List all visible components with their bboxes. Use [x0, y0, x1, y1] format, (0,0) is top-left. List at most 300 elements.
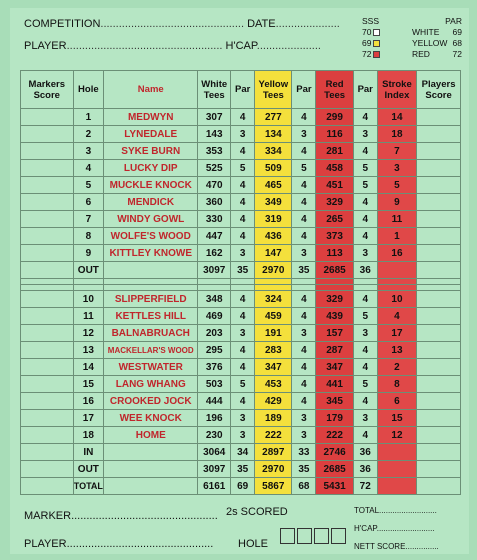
white-par: 4	[231, 342, 255, 359]
white-par: 4	[231, 109, 255, 126]
white-yards: 230	[198, 427, 231, 444]
stroke-cell	[377, 262, 416, 279]
par-heading: PAR	[445, 16, 462, 26]
white-yards: 295	[198, 342, 231, 359]
name-cell	[104, 478, 198, 495]
white-yards: 469	[198, 308, 231, 325]
out2-white: 3097	[198, 461, 231, 478]
hole-name: LANG WHANG	[104, 376, 198, 393]
players-score-cell[interactable]	[417, 444, 461, 461]
col-yellow-tees: Yellow Tees	[255, 71, 292, 109]
col-players-score: Players Score	[417, 71, 461, 109]
yellow-yards: 189	[255, 410, 292, 427]
hole-box[interactable]	[314, 528, 329, 544]
yellow-yards: 459	[255, 308, 292, 325]
out-ypar: 35	[292, 262, 316, 279]
red-par: 4	[353, 359, 377, 376]
stroke-index: 3	[377, 160, 416, 177]
markers-score-cell[interactable]	[21, 177, 74, 194]
name-cell	[104, 461, 198, 478]
players-score-cell[interactable]	[417, 478, 461, 495]
hole-number: 12	[73, 325, 104, 342]
stroke-index: 2	[377, 359, 416, 376]
yellow-yards: 453	[255, 376, 292, 393]
yellow-par: 4	[292, 228, 316, 245]
stroke-index: 14	[377, 109, 416, 126]
markers-score-cell[interactable]	[21, 291, 74, 308]
hole-row	[21, 160, 461, 177]
hole-name: SLIPPERFIELD	[104, 291, 198, 308]
hcap-label: H'CAP	[225, 40, 257, 52]
players-score-cell[interactable]	[417, 342, 461, 359]
markers-score-cell[interactable]	[21, 262, 74, 279]
scored-label: 2s SCORED	[226, 506, 288, 518]
hole-row	[21, 109, 461, 126]
footer-player-label: PLAYER	[24, 538, 67, 550]
red-yards: 179	[316, 410, 353, 427]
yellow-yards: 347	[255, 359, 292, 376]
tee-yellow-name: YELLOW	[412, 38, 448, 48]
white-par: 3	[231, 427, 255, 444]
in-row	[21, 444, 461, 461]
red-yards: 441	[316, 376, 353, 393]
yellow-yards: 465	[255, 177, 292, 194]
hole-name: WEE KNOCK	[104, 410, 198, 427]
total-row	[21, 478, 461, 495]
footer-hcap-label: H'CAP	[354, 524, 377, 533]
hole-row	[21, 427, 461, 444]
marker-label: MARKER	[24, 510, 72, 522]
white-par: 3	[231, 325, 255, 342]
red-par: 4	[353, 427, 377, 444]
name-cell	[104, 444, 198, 461]
twos-scored-boxes	[280, 528, 348, 544]
hole-row	[21, 245, 461, 262]
score-table	[20, 70, 461, 495]
red-par: 3	[353, 325, 377, 342]
white-par: 5	[231, 160, 255, 177]
white-yards: 162	[198, 245, 231, 262]
hole-box[interactable]	[280, 528, 295, 544]
white-yards: 470	[198, 177, 231, 194]
out2-wpar: 35	[231, 461, 255, 478]
player-label: PLAYER	[24, 40, 67, 52]
date-label: DATE	[247, 18, 276, 30]
stroke-index: 4	[377, 308, 416, 325]
red-yards: 299	[316, 109, 353, 126]
players-score-cell[interactable]	[417, 410, 461, 427]
hole-name: MUCKLE KNOCK	[104, 177, 198, 194]
players-score-cell[interactable]	[417, 245, 461, 262]
red-yards: 222	[316, 427, 353, 444]
red-yards: 113	[316, 245, 353, 262]
sss-yellow: 69	[362, 38, 372, 48]
markers-score-cell[interactable]	[21, 211, 74, 228]
markers-score-cell[interactable]	[21, 478, 74, 495]
yellow-yards: 283	[255, 342, 292, 359]
markers-score-cell[interactable]	[21, 376, 74, 393]
total-wpar: 69	[231, 478, 255, 495]
yellow-yards: 277	[255, 109, 292, 126]
yellow-par: 4	[292, 109, 316, 126]
col-white-par: Par	[231, 71, 255, 109]
footer-nett-label: NETT SCORE	[354, 542, 406, 551]
white-swatch	[373, 29, 380, 36]
hole-number: 5	[73, 177, 104, 194]
sss-heading: SSS	[362, 16, 380, 26]
col-red-tees: Red Tees	[316, 71, 353, 109]
out2-red: 2685	[316, 461, 353, 478]
stroke-index: 1	[377, 228, 416, 245]
total-line[interactable]: TOTAL..........................	[354, 506, 437, 515]
players-score-cell[interactable]	[417, 177, 461, 194]
stroke-index: 10	[377, 291, 416, 308]
red-yards: 345	[316, 393, 353, 410]
out-red: 2685	[316, 262, 353, 279]
white-yards: 447	[198, 228, 231, 245]
red-yards: 347	[316, 359, 353, 376]
hole-row	[21, 325, 461, 342]
red-par: 3	[353, 126, 377, 143]
red-yards: 439	[316, 308, 353, 325]
red-yards: 157	[316, 325, 353, 342]
stroke-index: 11	[377, 211, 416, 228]
in-wpar: 34	[231, 444, 255, 461]
hole-box[interactable]	[331, 528, 346, 544]
white-yards: 360	[198, 194, 231, 211]
out-row	[21, 262, 461, 279]
markers-score-cell[interactable]	[21, 393, 74, 410]
hole-name: WESTWATER	[104, 359, 198, 376]
markers-score-cell[interactable]	[21, 359, 74, 376]
white-par: 4	[231, 291, 255, 308]
markers-score-cell[interactable]	[21, 228, 74, 245]
hole-number: 11	[73, 308, 104, 325]
red-par: 3	[353, 410, 377, 427]
hole-row	[21, 359, 461, 376]
yellow-swatch	[373, 40, 380, 47]
yellow-par: 4	[292, 291, 316, 308]
stroke-index: 8	[377, 376, 416, 393]
red-yards: 458	[316, 160, 353, 177]
players-score-cell[interactable]	[417, 160, 461, 177]
out-yellow: 2970	[255, 262, 292, 279]
out2-rpar: 36	[353, 461, 377, 478]
yellow-par: 4	[292, 359, 316, 376]
hole-name: LYNEDALE	[104, 126, 198, 143]
stroke-index: 18	[377, 126, 416, 143]
markers-score-cell[interactable]	[21, 160, 74, 177]
white-par: 4	[231, 194, 255, 211]
yellow-yards: 319	[255, 211, 292, 228]
in-rpar: 36	[353, 444, 377, 461]
stroke-cell	[377, 444, 416, 461]
markers-score-cell[interactable]	[21, 461, 74, 478]
yellow-yards: 334	[255, 143, 292, 160]
red-yards: 265	[316, 211, 353, 228]
out-row-summary	[21, 461, 461, 478]
yellow-par: 4	[292, 194, 316, 211]
col-name: Name	[104, 71, 198, 109]
col-hole: Hole	[73, 71, 104, 109]
hole-number: 14	[73, 359, 104, 376]
yellow-par: 4	[292, 393, 316, 410]
markers-score-cell[interactable]	[21, 308, 74, 325]
players-score-cell[interactable]	[417, 427, 461, 444]
white-par: 4	[231, 211, 255, 228]
par-white: 69	[452, 27, 462, 37]
white-par: 4	[231, 143, 255, 160]
white-yards: 444	[198, 393, 231, 410]
yellow-par: 3	[292, 410, 316, 427]
markers-score-cell[interactable]	[21, 245, 74, 262]
players-score-cell[interactable]	[417, 359, 461, 376]
par-red: 72	[452, 49, 462, 59]
white-yards: 503	[198, 376, 231, 393]
hole-name: WOLFE'S WOOD	[104, 228, 198, 245]
yellow-yards: 429	[255, 393, 292, 410]
players-score-cell[interactable]	[417, 393, 461, 410]
red-par: 4	[353, 228, 377, 245]
red-yards: 329	[316, 194, 353, 211]
yellow-yards: 324	[255, 291, 292, 308]
players-score-cell[interactable]	[417, 461, 461, 478]
yellow-par: 3	[292, 325, 316, 342]
out2-yellow: 2970	[255, 461, 292, 478]
hole-number: 1	[73, 109, 104, 126]
white-yards: 307	[198, 109, 231, 126]
yellow-yards: 349	[255, 194, 292, 211]
red-par: 5	[353, 160, 377, 177]
hole-name: KITTLEY KNOWE	[104, 245, 198, 262]
markers-score-cell[interactable]	[21, 143, 74, 160]
hole-number: 4	[73, 160, 104, 177]
markers-score-cell[interactable]	[21, 194, 74, 211]
yellow-yards: 147	[255, 245, 292, 262]
tee-white-name: WHITE	[412, 27, 440, 37]
white-yards: 348	[198, 291, 231, 308]
markers-score-cell[interactable]	[21, 427, 74, 444]
yellow-par: 3	[292, 427, 316, 444]
yellow-par: 3	[292, 245, 316, 262]
out-label: OUT	[73, 262, 104, 279]
yellow-par: 5	[292, 160, 316, 177]
stroke-index: 16	[377, 245, 416, 262]
stroke-index: 12	[377, 427, 416, 444]
white-par: 3	[231, 245, 255, 262]
players-score-cell[interactable]	[417, 376, 461, 393]
white-yards: 143	[198, 126, 231, 143]
red-par: 4	[353, 194, 377, 211]
red-swatch	[373, 51, 380, 58]
total-label: TOTAL	[73, 478, 104, 495]
red-par: 4	[353, 109, 377, 126]
out-rpar: 36	[353, 262, 377, 279]
red-par: 4	[353, 291, 377, 308]
hole-name: MENDICK	[104, 194, 198, 211]
hole-row	[21, 393, 461, 410]
white-par: 5	[231, 376, 255, 393]
hole-row	[21, 291, 461, 308]
hole-name: MACKELLAR'S WOOD	[104, 342, 198, 359]
stroke-index: 9	[377, 194, 416, 211]
out2-ypar: 35	[292, 461, 316, 478]
players-score-cell[interactable]	[417, 126, 461, 143]
hole-number: 7	[73, 211, 104, 228]
hole-number: 3	[73, 143, 104, 160]
hole-row	[21, 194, 461, 211]
white-par: 3	[231, 126, 255, 143]
hole-number: 13	[73, 342, 104, 359]
hole-row	[21, 177, 461, 194]
players-score-cell[interactable]	[417, 325, 461, 342]
scorecard	[10, 8, 469, 554]
hole-row	[21, 143, 461, 160]
white-par: 4	[231, 393, 255, 410]
players-score-cell[interactable]	[417, 143, 461, 160]
white-yards: 525	[198, 160, 231, 177]
markers-score-cell[interactable]	[21, 410, 74, 427]
in-yellow: 2897	[255, 444, 292, 461]
players-score-cell[interactable]	[417, 308, 461, 325]
sss-par-legend	[362, 16, 462, 60]
hcap-line[interactable]: H'CAP..........................	[354, 524, 435, 533]
white-par: 4	[231, 228, 255, 245]
red-par: 4	[353, 393, 377, 410]
hole-name: MEDWYN	[104, 109, 198, 126]
sss-white: 70	[362, 27, 372, 37]
hole-name: BALNABRUACH	[104, 325, 198, 342]
players-score-cell[interactable]	[417, 228, 461, 245]
hole-number: 17	[73, 410, 104, 427]
white-yards: 353	[198, 143, 231, 160]
hole-name: SYKE BURN	[104, 143, 198, 160]
hole-number: 16	[73, 393, 104, 410]
red-yards: 281	[316, 143, 353, 160]
white-par: 4	[231, 177, 255, 194]
players-score-cell[interactable]	[417, 211, 461, 228]
red-par: 4	[353, 211, 377, 228]
hole-label: HOLE	[238, 538, 268, 550]
col-stroke-index: Stroke Index	[377, 71, 416, 109]
stroke-index: 7	[377, 143, 416, 160]
hole-number: 18	[73, 427, 104, 444]
hole-number: 8	[73, 228, 104, 245]
hole-row	[21, 308, 461, 325]
players-score-cell[interactable]	[417, 194, 461, 211]
stroke-cell	[377, 478, 416, 495]
yellow-yards: 191	[255, 325, 292, 342]
competition-line[interactable]: COMPETITION............................................... DATE.....................	[24, 18, 340, 30]
total-rpar: 72	[353, 478, 377, 495]
red-yards: 451	[316, 177, 353, 194]
players-score-cell[interactable]	[417, 262, 461, 279]
hole-name: KETTLES HILL	[104, 308, 198, 325]
red-par: 5	[353, 308, 377, 325]
hole-name: WINDY GOWL	[104, 211, 198, 228]
yellow-par: 4	[292, 376, 316, 393]
hole-row	[21, 228, 461, 245]
hole-number: 9	[73, 245, 104, 262]
stroke-index: 13	[377, 342, 416, 359]
markers-score-cell[interactable]	[21, 126, 74, 143]
player-line[interactable]: PLAYER................................................... H'CAP.....................	[24, 40, 321, 52]
red-par: 5	[353, 177, 377, 194]
marker-line[interactable]: MARKER................................................	[24, 510, 218, 522]
markers-score-cell[interactable]	[21, 325, 74, 342]
total-ypar: 68	[292, 478, 316, 495]
total-yellow: 5867	[255, 478, 292, 495]
in-red: 2746	[316, 444, 353, 461]
out2-label: OUT	[73, 461, 104, 478]
red-yards: 373	[316, 228, 353, 245]
white-par: 4	[231, 308, 255, 325]
white-yards: 330	[198, 211, 231, 228]
players-score-cell[interactable]	[417, 109, 461, 126]
yellow-par: 4	[292, 211, 316, 228]
hole-row	[21, 211, 461, 228]
nett-line[interactable]: NETT SCORE...............	[354, 542, 439, 551]
markers-score-cell[interactable]	[21, 342, 74, 359]
stroke-cell	[377, 461, 416, 478]
in-white: 3064	[198, 444, 231, 461]
white-yards: 376	[198, 359, 231, 376]
hole-number: 2	[73, 126, 104, 143]
yellow-par: 4	[292, 177, 316, 194]
hole-box[interactable]	[297, 528, 312, 544]
tee-red-name: RED	[412, 49, 430, 59]
player-sign-line[interactable]: PLAYER................................................	[24, 538, 214, 550]
hole-number: 6	[73, 194, 104, 211]
out-white: 3097	[198, 262, 231, 279]
stroke-index: 6	[377, 393, 416, 410]
col-white-tees: White Tees	[198, 71, 231, 109]
total-white: 6161	[198, 478, 231, 495]
red-par: 5	[353, 376, 377, 393]
competition-label: COMPETITION	[24, 18, 101, 30]
yellow-par: 4	[292, 143, 316, 160]
col-yellow-par: Par	[292, 71, 316, 109]
hole-name: LUCKY DIP	[104, 160, 198, 177]
in-ypar: 33	[292, 444, 316, 461]
white-par: 4	[231, 359, 255, 376]
card-header	[10, 8, 469, 64]
total-red: 5431	[316, 478, 353, 495]
players-score-cell[interactable]	[417, 291, 461, 308]
yellow-yards: 134	[255, 126, 292, 143]
yellow-par: 4	[292, 308, 316, 325]
white-yards: 203	[198, 325, 231, 342]
out-wpar: 35	[231, 262, 255, 279]
col-markers-score: Markers Score	[21, 71, 74, 109]
hole-number: 15	[73, 376, 104, 393]
card-footer	[10, 500, 469, 554]
table-header-row	[21, 71, 461, 109]
markers-score-cell[interactable]	[21, 109, 74, 126]
name-cell	[104, 262, 198, 279]
markers-score-cell[interactable]	[21, 444, 74, 461]
red-par: 3	[353, 245, 377, 262]
yellow-yards: 509	[255, 160, 292, 177]
stroke-index: 17	[377, 325, 416, 342]
hole-row	[21, 342, 461, 359]
hole-name: HOME	[104, 427, 198, 444]
sss-red: 72	[362, 49, 372, 59]
yellow-yards: 436	[255, 228, 292, 245]
red-yards: 329	[316, 291, 353, 308]
yellow-par: 3	[292, 126, 316, 143]
white-par: 3	[231, 410, 255, 427]
